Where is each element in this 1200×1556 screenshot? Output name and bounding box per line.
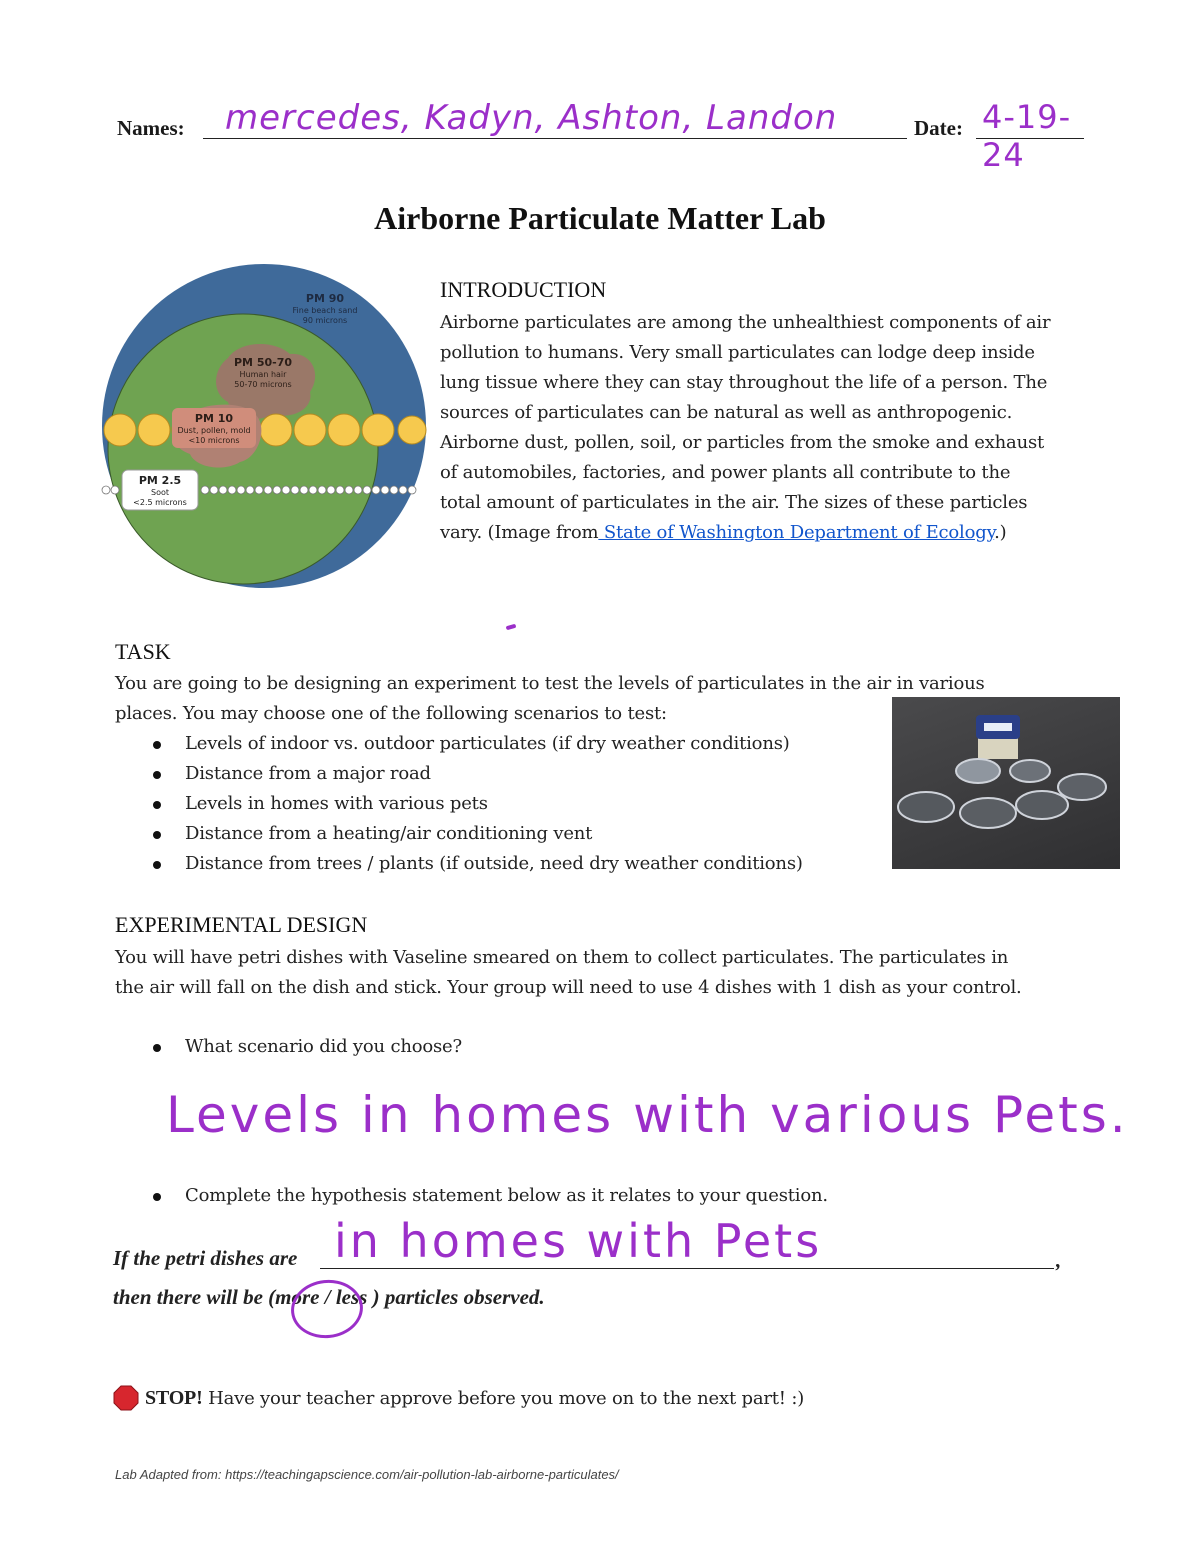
hypothesis-handwriting: in homes with Pets (334, 1214, 823, 1268)
prediction-more[interactable]: more (275, 1285, 320, 1309)
intro-line: sources of particulates can be natural as well as anthropogenic. (440, 402, 1013, 423)
hypothesis-blank[interactable] (320, 1214, 1054, 1269)
pen-mark (506, 624, 517, 630)
intro-line: pollution to humans. Very small particulates can lodge deep inside (440, 342, 1035, 363)
hypothesis-prefix: If the petri dishes are (113, 1246, 298, 1270)
petri-dish-svg (892, 697, 1120, 869)
intro-line: Airborne dust, pollen, soil, or particles from the smoke and exhaust (440, 432, 1045, 453)
stop-text: Have your teacher approve before you move on to the next part! :) (202, 1388, 805, 1409)
names-handwriting: mercedes, Kadyn, Ashton, Landon (225, 98, 838, 138)
pm25-size: <2.5 microns (133, 498, 187, 507)
task-line: You are going to be designing an experiment to test the levels of particulates in the air in various (115, 673, 985, 694)
particulate-size-diagram (100, 262, 430, 592)
scenario-item: Levels of indoor vs. outdoor particulates (if dry weather conditions) (115, 729, 875, 759)
question-1 (115, 1032, 915, 1062)
scenario-item: Levels in homes with various pets (115, 789, 875, 819)
design-heading: EXPERIMENTAL DESIGN (115, 912, 368, 937)
pm10-size: <10 microns (188, 436, 240, 445)
date-handwriting: 4-19-24 (982, 98, 1072, 174)
petri-dish-photo (892, 697, 1120, 869)
design-line: the air will fall on the dish and stick. Your group will need to use 4 dishes with 1 dish as your control. (115, 977, 1022, 998)
intro-line: lung tissue where they can stay throughout the life of a person. The (440, 372, 1048, 393)
prediction-prefix: then there will be ( (113, 1285, 276, 1309)
intro-line: Airborne particulates are among the unhealthiest components of air (440, 312, 1051, 333)
hypothesis-comma: , (1056, 1248, 1062, 1272)
intro-line (440, 518, 1120, 548)
prediction-less[interactable]: less (335, 1285, 368, 1309)
question-2 (115, 1181, 1015, 1211)
task-line: places. You may choose one of the following scenarios to test: (115, 703, 667, 724)
intro-heading: INTRODUCTION (440, 277, 607, 302)
vaseline-jar-body (978, 737, 1018, 759)
pm90-label: PM 90 (305, 292, 345, 305)
answer-1-handwriting[interactable]: Levels in homes with various Pets. (166, 1086, 1129, 1144)
vaseline-jar-label (984, 723, 1012, 731)
scenario-list (115, 729, 875, 879)
prediction-sep: / (319, 1285, 336, 1309)
pm10-circles (104, 414, 426, 446)
scenario-item: Distance from trees / plants (if outside, need dry weather conditions) (115, 849, 875, 879)
pm5070-desc: Human hair (239, 370, 287, 379)
design-intro (115, 943, 1105, 1003)
question-2-text: Complete the hypothesis statement below as it relates to your question. (115, 1181, 1015, 1211)
pm5070-label: PM 50-70 (233, 356, 293, 369)
stop-label: STOP! (145, 1387, 203, 1409)
question-1-text: What scenario did you choose? (115, 1032, 915, 1062)
date-field[interactable] (976, 98, 1084, 174)
petri-dishes (898, 759, 1106, 828)
scenario-item: Distance from a major road (115, 759, 875, 789)
intro-line: total amount of particulates in the air. The sizes of these particles (440, 492, 1028, 513)
footer-credit: Lab Adapted from: https://teachingapscience.com/air-pollution-lab-airborne-particulates/ (115, 1467, 619, 1482)
intro-paragraph (440, 308, 1120, 548)
pm90-desc: Fine beach sand (292, 306, 358, 315)
names-label: Names: (117, 116, 185, 140)
date-label: Date: (914, 116, 963, 140)
pm90-size: 90 microns (302, 316, 348, 325)
particulate-size-svg (100, 262, 430, 592)
design-line: You will have petri dishes with Vaseline smeared on them to collect particulates. The particulates in (115, 947, 1009, 968)
intro-last-post: .) (994, 522, 1007, 543)
pm5070-size: 50-70 microns (234, 380, 292, 389)
stop-line (145, 1383, 804, 1414)
page-title: Airborne Particulate Matter Lab (374, 200, 826, 236)
stop-sign-icon (113, 1385, 139, 1411)
scenario-item: Distance from a heating/air conditioning vent (115, 819, 875, 849)
task-heading: TASK (115, 639, 171, 664)
prediction-suffix: ) particles observed. (367, 1285, 545, 1309)
intro-line: of automobiles, factories, and power plants all contribute to the (440, 462, 1011, 483)
pm10-desc: Dust, pollen, mold (177, 426, 251, 435)
pm10-label: PM 10 (194, 412, 234, 425)
pm25-desc: Soot (150, 488, 170, 497)
pm25-label: PM 2.5 (138, 474, 182, 487)
names-field[interactable] (203, 98, 907, 139)
intro-last-pre: vary. (Image from (440, 522, 599, 543)
ecology-link[interactable]: State of Washington Department of Ecology (598, 522, 995, 543)
